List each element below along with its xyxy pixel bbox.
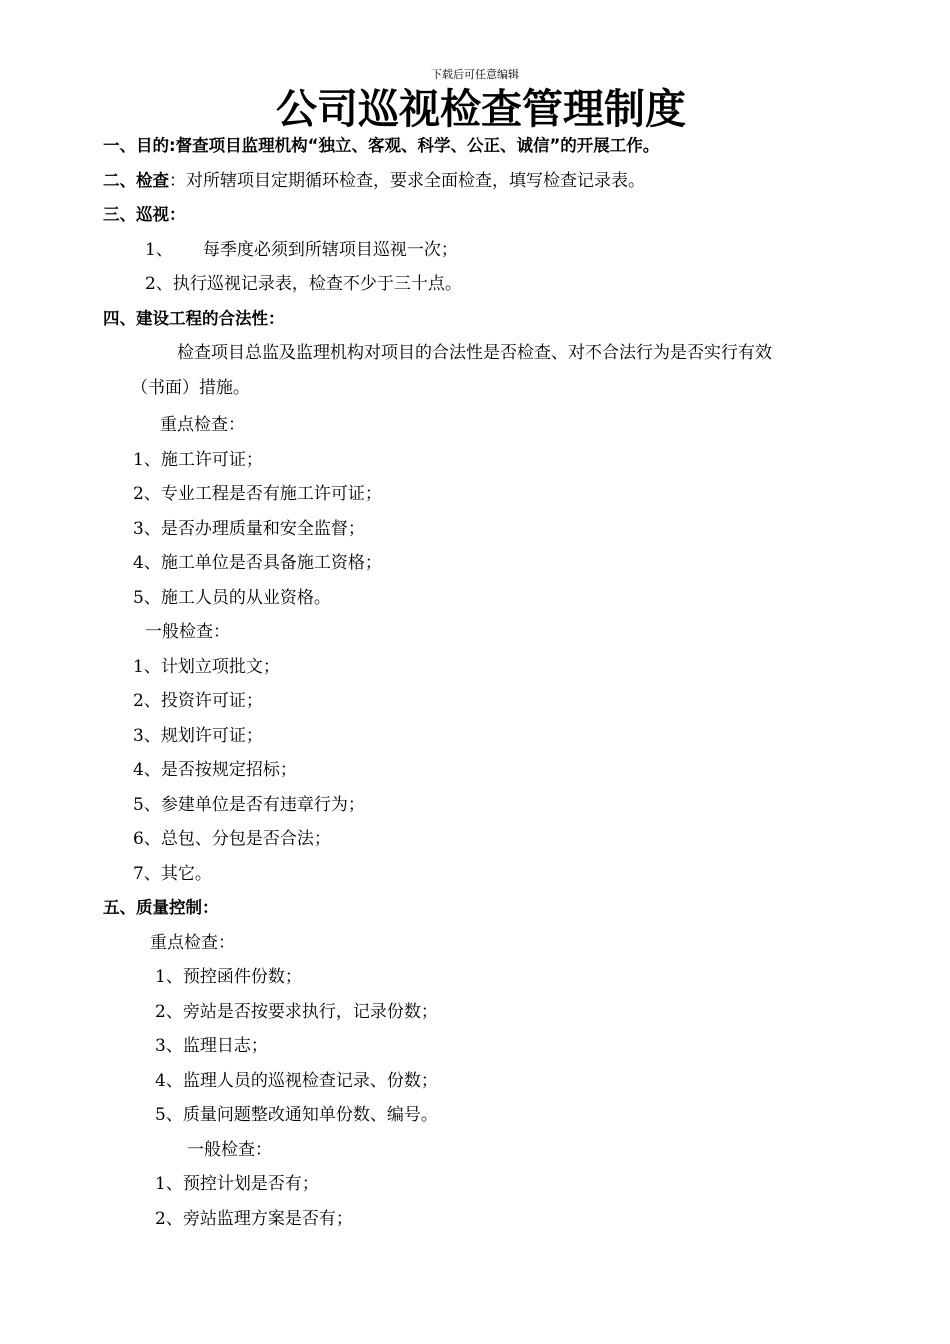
list-item: 1、计划立项批文；: [133, 657, 280, 677]
list-item: 3、规划许可证；: [133, 726, 263, 746]
list-item: 6、总包、分包是否合法；: [133, 829, 331, 849]
section-3-item: [145, 273, 462, 295]
section-2-text: 对所辖项目定期循环检查，要求全面检查，填写检查记录表。: [186, 171, 645, 191]
list-item: 4、施工单位是否具备施工资格；: [133, 553, 382, 573]
section-1-purpose: 一、目的:督查项目监理机构“独立、客观、科学、公正、诚信”的开展工作。: [103, 136, 660, 155]
list-item: 7、其它。: [133, 864, 212, 884]
document-title: 公司巡视检查管理制度: [276, 85, 686, 133]
section-4-general-label: 一般检查：: [145, 622, 230, 642]
section-3-item-text: 每季度必须到所辖项目巡视一次；: [202, 240, 458, 260]
list-item: 4、监理人员的巡视检查记录、份数；: [155, 1071, 438, 1091]
list-item: 1、施工许可证；: [133, 450, 263, 470]
list-item: 1、预控函件份数；: [155, 967, 302, 987]
section-2-colon: ：: [169, 171, 186, 191]
section-5-heading: 五、质量控制：: [103, 898, 219, 917]
page-header-note: 下载后可任意编辑: [431, 68, 519, 81]
section-4-heading: 四、建设工程的合法性：: [103, 309, 285, 328]
list-item: 1、预控计划是否有；: [155, 1174, 319, 1194]
section-2-heading: 二、检查: [103, 171, 169, 190]
list-item: 4、是否按规定招标；: [133, 760, 297, 780]
section-4-paragraph: 检查项目总监及监理机构对项目的合法性是否检查、对不合法行为是否实行有效: [177, 343, 772, 363]
section-3-item-number: 1、: [145, 240, 173, 260]
section-4-key-label: 重点检查：: [160, 415, 245, 435]
list-item: 2、投资许可证；: [133, 691, 263, 711]
list-item: 3、是否办理质量和安全监督；: [133, 519, 365, 539]
section-4-paragraph-cont: （书面）措施。: [131, 378, 250, 398]
section-3-heading: 三、巡视：: [103, 205, 186, 224]
list-item: 5、施工人员的从业资格。: [133, 588, 331, 608]
section-3-item: [145, 239, 458, 261]
list-item: 2、旁站是否按要求执行，记录份数；: [155, 1002, 438, 1022]
list-item: 5、参建单位是否有违章行为；: [133, 795, 365, 815]
section-5-key-label: 重点检查：: [150, 933, 235, 953]
list-item: 2、旁站监理方案是否有；: [155, 1209, 353, 1229]
list-item: 5、质量问题整改通知单份数、编号。: [155, 1105, 438, 1125]
section-5-general-label: 一般检查：: [187, 1140, 272, 1160]
list-item: 2、专业工程是否有施工许可证；: [133, 484, 382, 504]
section-3-item-number: 2、: [145, 274, 173, 294]
section-2-inspection: [103, 170, 645, 192]
section-3-item-text: 执行巡视记录表，检查不少于三十点。: [172, 274, 462, 294]
list-item: 3、监理日志；: [155, 1036, 268, 1056]
